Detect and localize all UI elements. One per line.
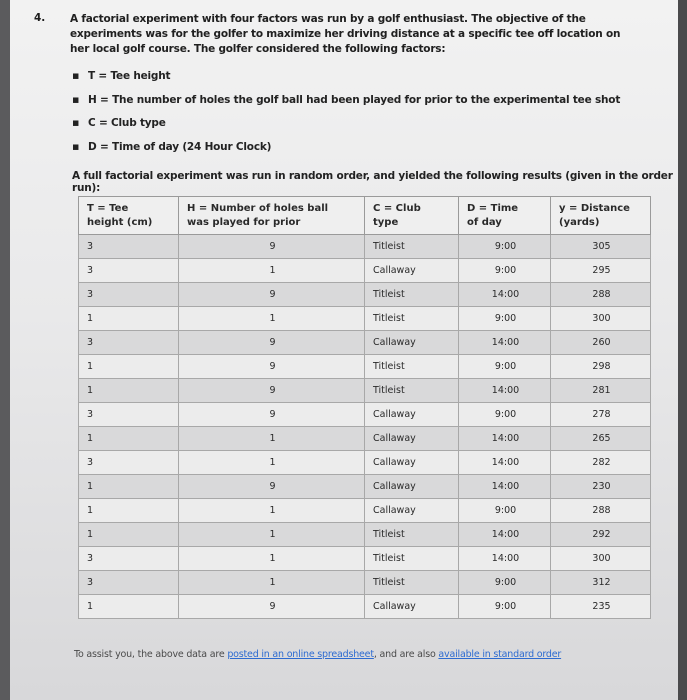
cell-distance: 305: [551, 235, 651, 259]
cell-holes: 1: [179, 307, 365, 331]
cell-club: Titleist: [365, 307, 459, 331]
cell-holes: 9: [179, 283, 365, 307]
cell-time: 14:00: [459, 523, 551, 547]
table-row: [79, 283, 651, 307]
cell-club: Callaway: [365, 331, 459, 355]
cell-holes: 9: [179, 595, 365, 619]
photo-left-edge: [0, 0, 10, 700]
cell-time: 14:00: [459, 427, 551, 451]
cell-time: 9:00: [459, 355, 551, 379]
cell-tee: 1: [79, 523, 179, 547]
header-time: D = Time of day: [459, 197, 551, 235]
cell-tee: 3: [79, 547, 179, 571]
table-row: [79, 595, 651, 619]
table-row: [79, 451, 651, 475]
table-header-row: [79, 197, 651, 235]
cell-club: Callaway: [365, 259, 459, 283]
question-number: 4.: [34, 12, 46, 24]
factor-item: ▪ D = Time of day (24 Hour Clock): [72, 141, 620, 165]
standard-order-link[interactable]: available in standard order: [438, 649, 562, 660]
table-row: [79, 355, 651, 379]
footer-text: , and are also: [373, 649, 439, 660]
footer-note: [74, 649, 561, 660]
cell-time: 9:00: [459, 595, 551, 619]
cell-tee: 1: [79, 379, 179, 403]
cell-tee: 1: [79, 307, 179, 331]
question-intro: A factorial experiment with four factors was run by a golf enthusiast. The objective of the experiments was for the golfer to maximize her driving distance at a specific tee off location on her local golf course. The golfer considered the following factors:: [70, 13, 621, 55]
cell-distance: 282: [551, 451, 651, 475]
results-sentence: A full factorial experiment was run in random order, and yielded the following results (given in the order run):: [72, 170, 673, 194]
cell-club: Titleist: [365, 523, 459, 547]
cell-holes: 1: [179, 427, 365, 451]
table-row: [79, 523, 651, 547]
spreadsheet-link[interactable]: posted in an online spreadsheet: [227, 649, 374, 660]
table-row: [79, 379, 651, 403]
cell-tee: 3: [79, 451, 179, 475]
cell-distance: 265: [551, 427, 651, 451]
cell-club: Titleist: [365, 571, 459, 595]
cell-time: 9:00: [459, 259, 551, 283]
cell-holes: 9: [179, 379, 365, 403]
cell-distance: 292: [551, 523, 651, 547]
cell-holes: 1: [179, 259, 365, 283]
cell-distance: 278: [551, 403, 651, 427]
cell-holes: 1: [179, 547, 365, 571]
cell-distance: 300: [551, 307, 651, 331]
cell-time: 14:00: [459, 283, 551, 307]
header-tee-height: T = Tee height (cm): [79, 197, 179, 235]
cell-club: Callaway: [365, 499, 459, 523]
cell-holes: 1: [179, 499, 365, 523]
cell-time: 14:00: [459, 475, 551, 499]
results-table-container: [78, 196, 650, 619]
footer-text: To assist you, the above data are: [74, 649, 228, 660]
cell-distance: 300: [551, 547, 651, 571]
cell-tee: 1: [79, 475, 179, 499]
table-row: [79, 427, 651, 451]
factor-item: ▪ T = Tee height: [72, 70, 620, 94]
cell-distance: 295: [551, 259, 651, 283]
cell-tee: 3: [79, 331, 179, 355]
table-row: [79, 403, 651, 427]
cell-tee: 3: [79, 571, 179, 595]
cell-holes: 9: [179, 331, 365, 355]
table-row: [79, 331, 651, 355]
cell-holes: 9: [179, 355, 365, 379]
cell-time: 9:00: [459, 499, 551, 523]
table-row: [79, 499, 651, 523]
cell-club: Titleist: [365, 283, 459, 307]
cell-club: Callaway: [365, 403, 459, 427]
cell-time: 14:00: [459, 331, 551, 355]
cell-club: Callaway: [365, 595, 459, 619]
cell-holes: 9: [179, 475, 365, 499]
header-distance: y = Distance (yards): [551, 197, 651, 235]
cell-tee: 1: [79, 427, 179, 451]
cell-distance: 230: [551, 475, 651, 499]
table-row: [79, 547, 651, 571]
table-row: [79, 571, 651, 595]
cell-holes: 9: [179, 235, 365, 259]
results-table: [78, 196, 651, 619]
table-row: [79, 259, 651, 283]
cell-club: Callaway: [365, 475, 459, 499]
cell-club: Titleist: [365, 379, 459, 403]
cell-time: 14:00: [459, 547, 551, 571]
cell-distance: 298: [551, 355, 651, 379]
header-holes: H = Number of holes ball was played for prior: [179, 197, 365, 235]
cell-tee: 3: [79, 403, 179, 427]
cell-time: 9:00: [459, 571, 551, 595]
cell-holes: 9: [179, 403, 365, 427]
table-row: [79, 307, 651, 331]
cell-club: Titleist: [365, 355, 459, 379]
table-row: [79, 475, 651, 499]
cell-club: Callaway: [365, 427, 459, 451]
cell-distance: 288: [551, 499, 651, 523]
cell-distance: 281: [551, 379, 651, 403]
cell-club: Titleist: [365, 235, 459, 259]
cell-distance: 260: [551, 331, 651, 355]
cell-time: 9:00: [459, 235, 551, 259]
cell-club: Callaway: [365, 451, 459, 475]
cell-holes: 1: [179, 451, 365, 475]
photo-right-edge: [678, 0, 687, 700]
header-club: C = Club type: [365, 197, 459, 235]
cell-holes: 1: [179, 523, 365, 547]
cell-distance: 288: [551, 283, 651, 307]
cell-club: Titleist: [365, 547, 459, 571]
cell-distance: 312: [551, 571, 651, 595]
cell-time: 9:00: [459, 307, 551, 331]
cell-tee: 1: [79, 499, 179, 523]
cell-tee: 1: [79, 595, 179, 619]
factor-item: ▪ H = The number of holes the golf ball had been played for prior to the experimental tee shot: [72, 94, 620, 118]
cell-tee: 3: [79, 235, 179, 259]
table-row: [79, 235, 651, 259]
cell-tee: 3: [79, 283, 179, 307]
cell-holes: 1: [179, 571, 365, 595]
cell-time: 14:00: [459, 379, 551, 403]
cell-distance: 235: [551, 595, 651, 619]
cell-time: 9:00: [459, 403, 551, 427]
cell-time: 14:00: [459, 451, 551, 475]
factor-list: [72, 70, 620, 164]
document-page: [10, 0, 678, 700]
factor-item: ▪ C = Club type: [72, 117, 620, 141]
cell-tee: 3: [79, 259, 179, 283]
cell-tee: 1: [79, 355, 179, 379]
